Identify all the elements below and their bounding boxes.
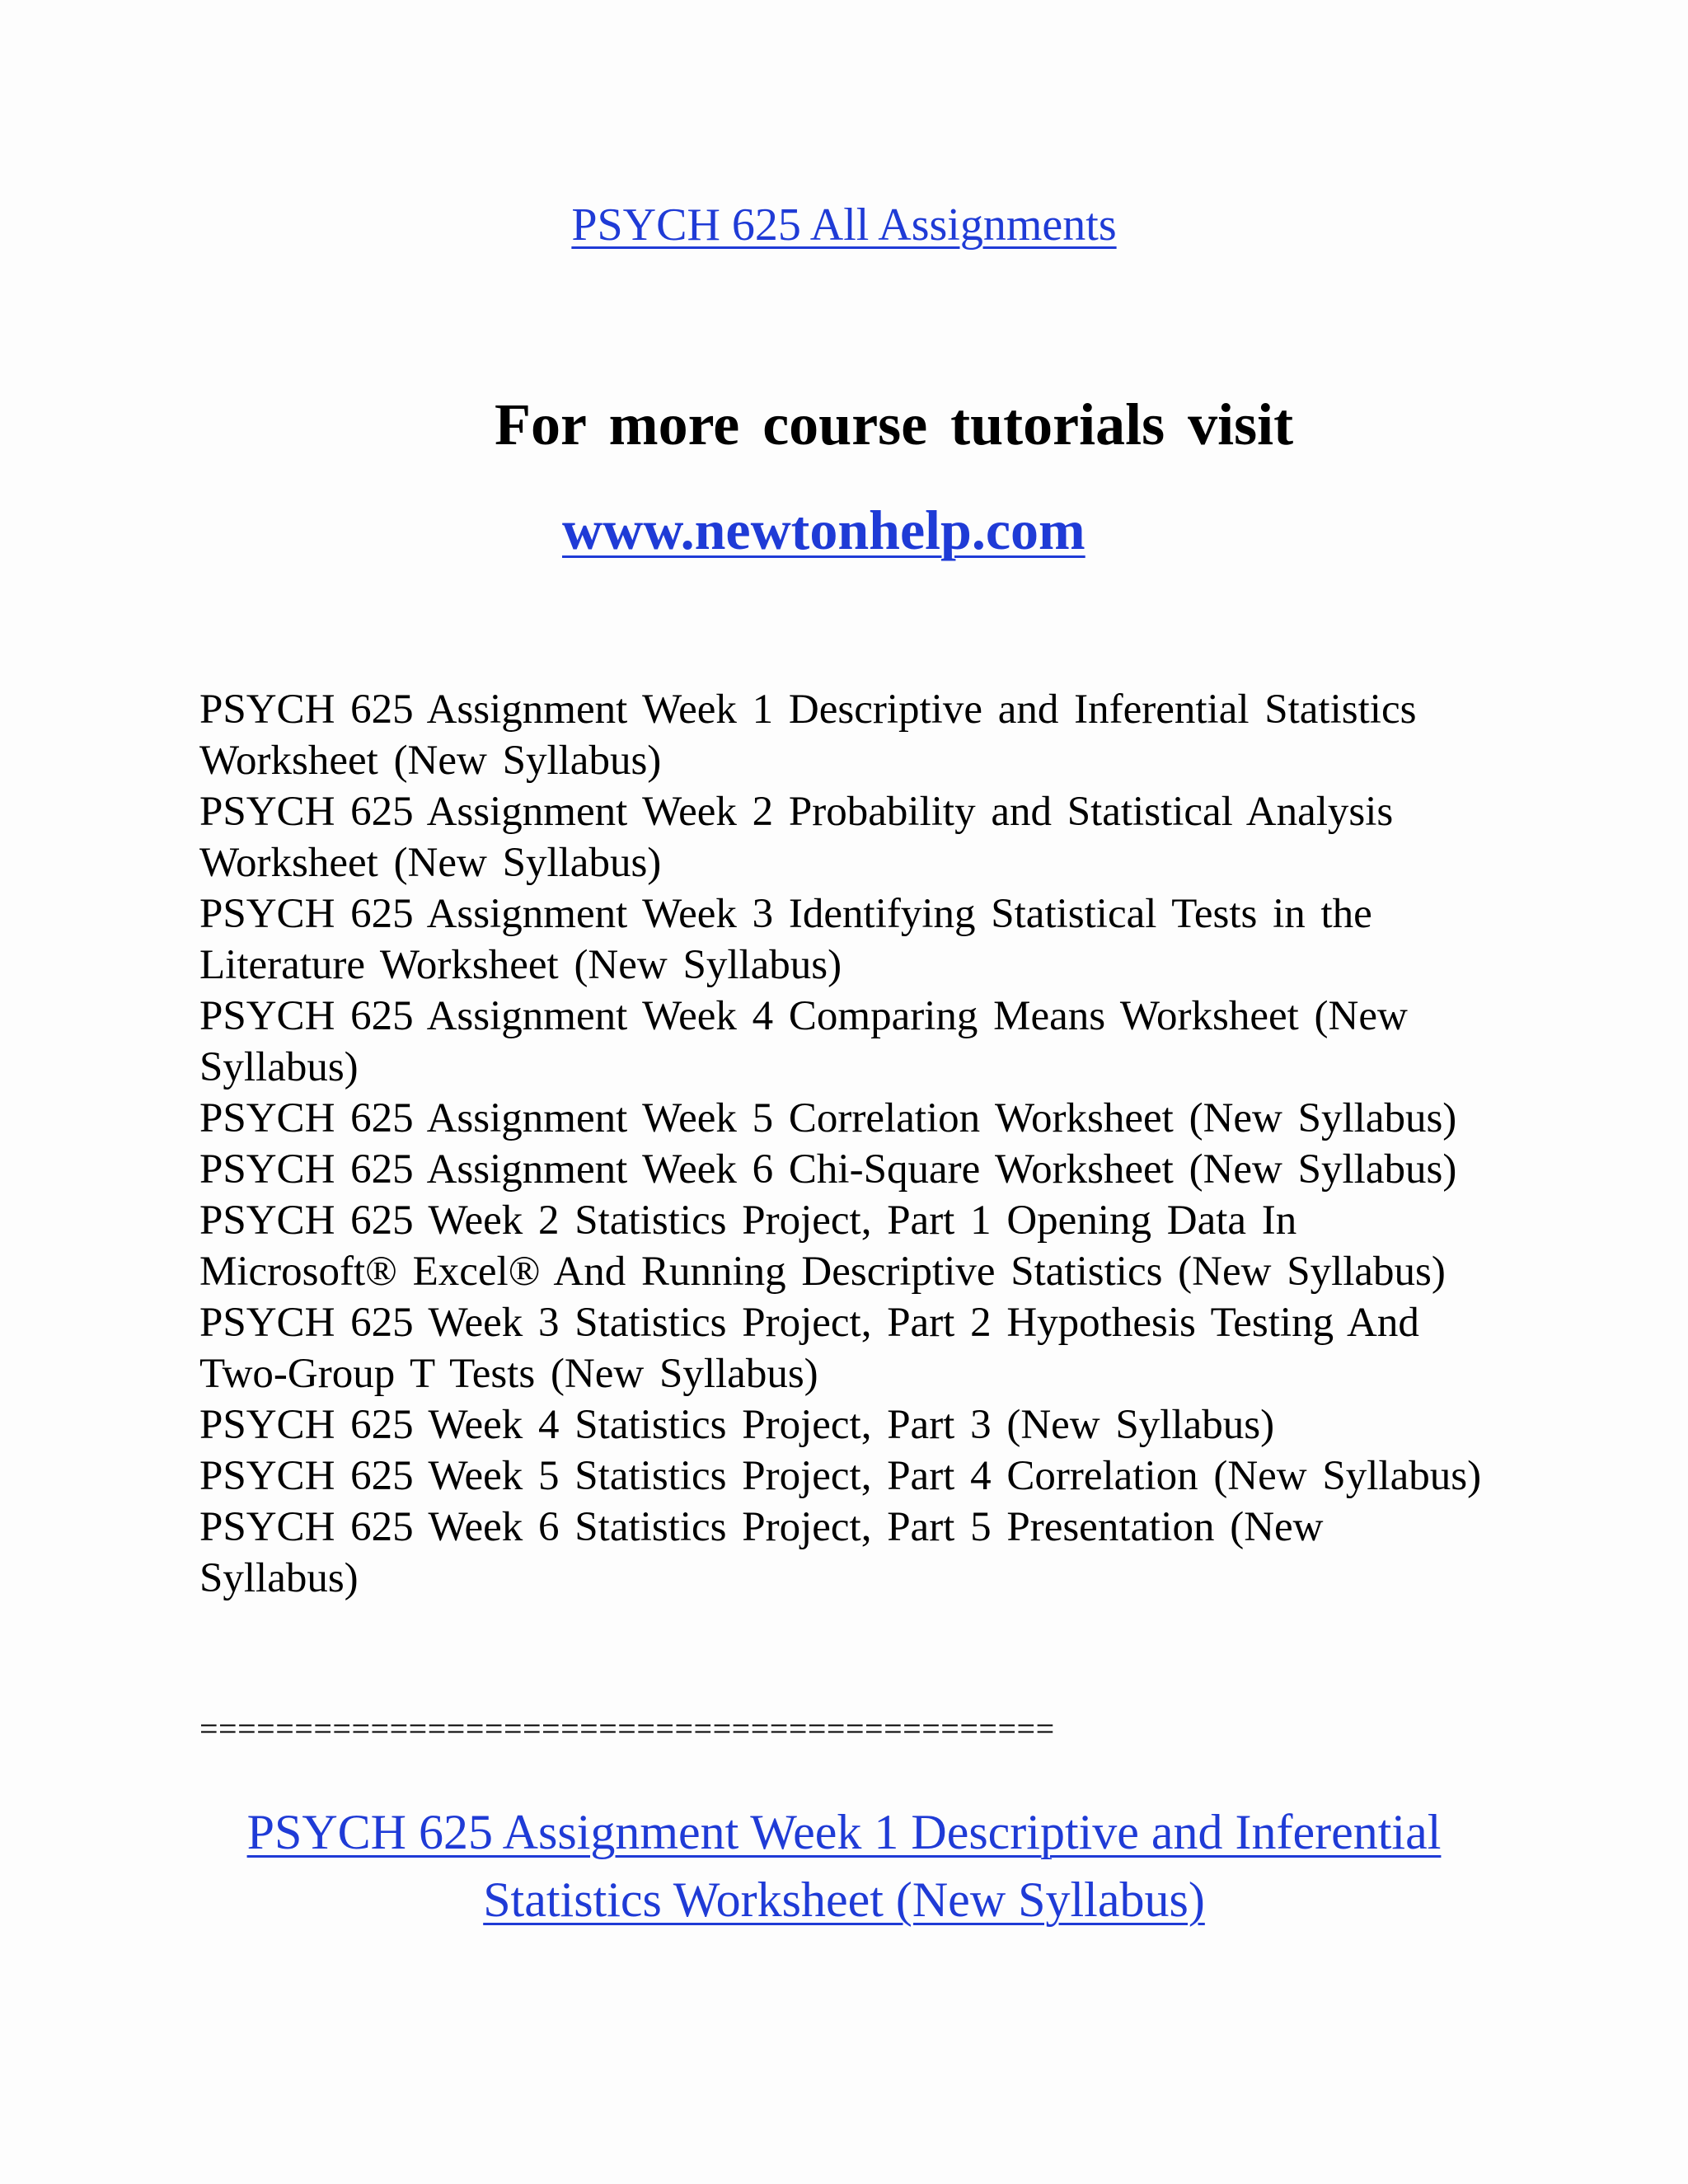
list-item: PSYCH 625 Assignment Week 6 Chi-Square Worksheet (New Syllabus) [199, 1146, 1457, 1193]
website-link[interactable]: www.newtonhelp.com [562, 499, 1085, 561]
link-line-2: Statistics Worksheet (New Syllabus) [483, 1872, 1205, 1927]
list-item: PSYCH 625 Week 6 Statistics Project, Part 5 Presentation (New Syllabus) [199, 1504, 1324, 1601]
list-item: PSYCH 625 Week 4 Statistics Project, Part 3 (New Syllabus) [199, 1402, 1275, 1448]
assignment-list [199, 684, 1485, 1604]
promo-heading: For more course tutorials visit [495, 391, 1294, 457]
link-line-1: PSYCH 625 Assignment Week 1 Descriptive and Inferential [246, 1805, 1442, 1859]
list-item: PSYCH 625 Assignment Week 5 Correlation Worksheet (New Syllabus) [199, 1095, 1457, 1141]
list-item: PSYCH 625 Assignment Week 4 Comparing Means Worksheet (New Syllabus) [199, 993, 1408, 1090]
list-item: PSYCH 625 Week 5 Statistics Project, Part 4 Correlation (New Syllabus) [199, 1453, 1482, 1499]
list-item: PSYCH 625 Week 2 Statistics Project, Part 1 Opening Data In Microsoft® Excel® And Running Descriptive Statistics (New Syllabus) [199, 1197, 1446, 1295]
all-assignments-link[interactable]: PSYCH 625 All Assignments [571, 199, 1117, 251]
list-item: PSYCH 625 Week 3 Statistics Project, Part 2 Hypothesis Testing And Two-Group T Tests (New Syllabus) [199, 1300, 1419, 1397]
list-item: PSYCH 625 Assignment Week 2 Probability and Statistical Analysis Worksheet (New Syllabus) [199, 789, 1394, 886]
list-item: PSYCH 625 Assignment Week 3 Identifying Statistical Tests in the Literature Worksheet (New Syllabus) [199, 891, 1372, 988]
separator-line: ============================================= [199, 1710, 1055, 1747]
week1-assignment-link[interactable] [0, 1798, 1688, 1933]
list-item: PSYCH 625 Assignment Week 1 Descriptive and Inferential Statistics Worksheet (New Syllabus) [199, 687, 1417, 784]
